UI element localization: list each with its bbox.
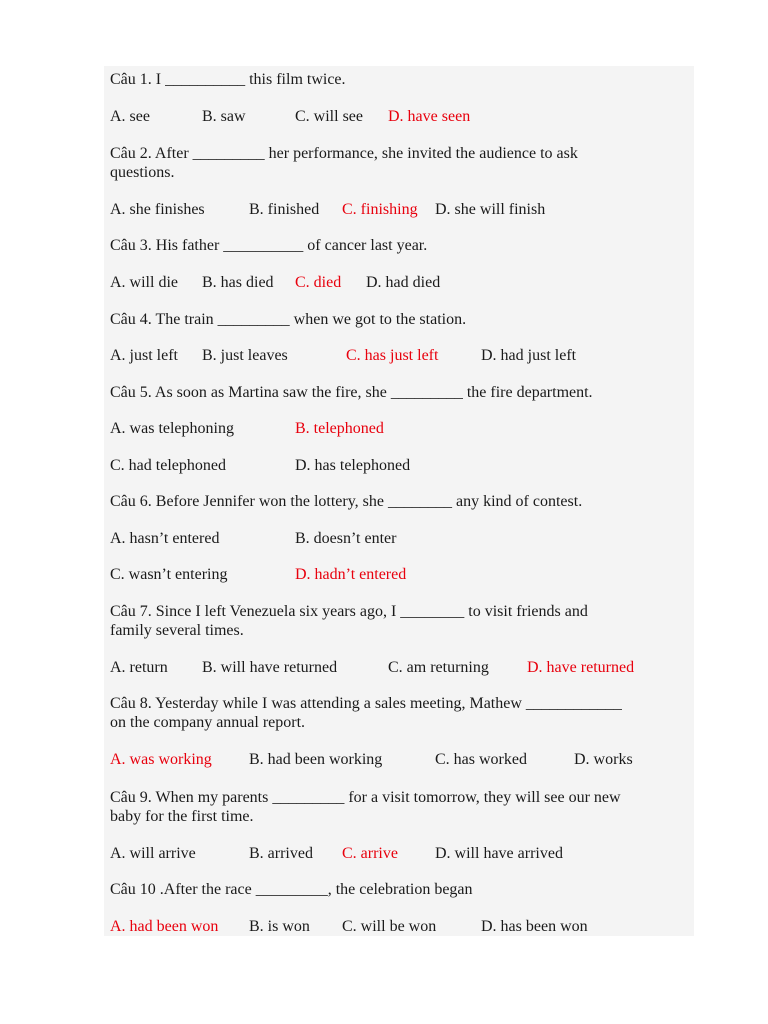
option-3a: A. will die xyxy=(110,274,178,291)
option-10b: B. is won xyxy=(249,918,310,935)
option-6b: B. doesn’t enter xyxy=(295,530,397,547)
option-9d: D. will have arrived xyxy=(435,845,563,862)
option-5d: D. has telephoned xyxy=(295,457,411,474)
question-1: Câu 1. I __________ this film twice. xyxy=(110,71,346,88)
option-7a: A. return xyxy=(110,659,168,676)
option-10d: D. has been won xyxy=(481,918,588,935)
option-1a: A. see xyxy=(110,108,150,125)
option-2b: B. finished xyxy=(249,201,320,218)
option-3d: D. had died xyxy=(366,274,441,291)
option-8b: B. had been working xyxy=(249,751,383,768)
question-2: Câu 2. After _________ her performance, she invited the audience to ask xyxy=(110,145,578,162)
option-3c: C. died xyxy=(295,274,342,291)
question-2-cont: questions. xyxy=(110,164,175,181)
option-3b: B. has died xyxy=(202,274,274,291)
option-10c: C. will be won xyxy=(342,918,437,935)
option-9a: A. will arrive xyxy=(110,845,196,862)
option-8a: A. was working xyxy=(110,751,212,768)
question-6: Câu 6. Before Jennifer won the lottery, she ________ any kind of contest. xyxy=(110,493,583,510)
option-2d: D. she will finish xyxy=(435,201,546,218)
option-4c: C. has just left xyxy=(346,347,439,364)
option-5b: B. telephoned xyxy=(295,420,384,437)
option-4a: A. just left xyxy=(110,347,178,364)
option-7c: C. am returning xyxy=(388,659,489,676)
option-8d: D. works xyxy=(574,751,633,768)
option-7b: B. will have returned xyxy=(202,659,338,676)
option-4d: D. had just left xyxy=(481,347,577,364)
option-2a: A. she finishes xyxy=(110,201,205,218)
option-6c: C. wasn’t entering xyxy=(110,566,228,583)
option-5a: A. was telephoning xyxy=(110,420,234,437)
option-1b: B. saw xyxy=(202,108,246,125)
option-1c: C. will see xyxy=(295,108,363,125)
option-6d: D. hadn’t entered xyxy=(295,566,407,583)
question-3: Câu 3. His father __________ of cancer last year. xyxy=(110,237,428,254)
document-page xyxy=(104,66,694,936)
question-9: Câu 9. When my parents _________ for a visit tomorrow, they will see our new xyxy=(110,789,621,806)
option-9c: C. arrive xyxy=(342,845,398,862)
question-7: Câu 7. Since I left Venezuela six years ago, I ________ to visit friends and xyxy=(110,603,588,620)
question-7-cont: family several times. xyxy=(110,622,244,639)
option-10a: A. had been won xyxy=(110,918,219,935)
option-2c: C. finishing xyxy=(342,201,418,218)
question-9-cont: baby for the first time. xyxy=(110,808,254,825)
question-4: Câu 4. The train _________ when we got to the station. xyxy=(110,311,467,328)
option-8c: C. has worked xyxy=(435,751,527,768)
question-8: Câu 8. Yesterday while I was attending a sales meeting, Mathew ____________ xyxy=(110,695,622,712)
option-5c: C. had telephoned xyxy=(110,457,226,474)
option-7d: D. have returned xyxy=(527,659,635,676)
option-6a: A. hasn’t entered xyxy=(110,530,220,547)
option-9b: B. arrived xyxy=(249,845,313,862)
option-4b: B. just leaves xyxy=(202,347,288,364)
question-10: Câu 10 .After the race _________, the celebration began xyxy=(110,881,473,898)
question-8-cont: on the company annual report. xyxy=(110,714,306,731)
option-1d: D. have seen xyxy=(388,108,471,125)
question-5: Câu 5. As soon as Martina saw the fire, she _________ the fire department. xyxy=(110,384,593,401)
